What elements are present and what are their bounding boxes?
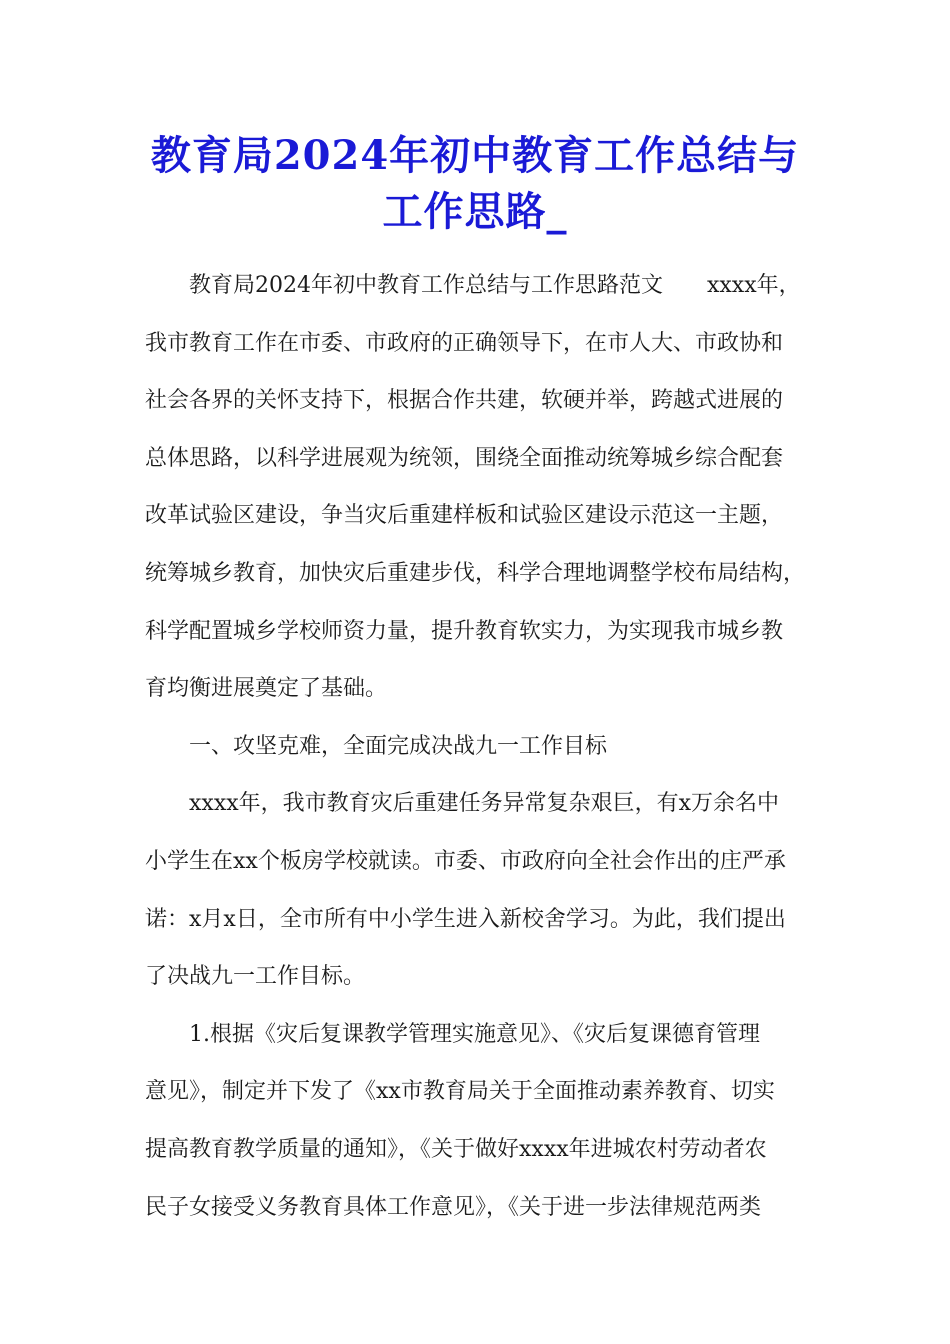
body-line: 我市教育工作在市委、市政府的正确领导下，在市人大、市政协和 (145, 330, 784, 356)
body-line: xxxx年，我市教育灾后重建任务异常复杂艰巨，有x万余名中 (189, 791, 780, 817)
body-line: 民子女接受义务教育具体工作意见》，《关于进一步法律规范两类 (145, 1194, 762, 1220)
body-line: 诺：x月x日，全市所有中小学生进入新校舍学习。为此，我们提出 (145, 906, 786, 932)
body-line: 育均衡进展奠定了基础。 (145, 676, 388, 702)
body-line: 统筹城乡教育，加快灾后重建步伐，科学合理地调整学校布局结构， (145, 560, 806, 586)
body-line: 1.根据《灾后复课教学管理实施意见》、《灾后复课德育管理 (189, 1021, 760, 1047)
body-line: 小学生在xx个板房学校就读。市委、市政府向全社会作出的庄严承 (145, 848, 786, 874)
title-line-1: 教育局2024年初中教育工作总结与 (150, 132, 800, 179)
body-line: 社会各界的关怀支持下，根据合作共建，软硬并举，跨越式进展的 (145, 388, 784, 414)
body-line: 科学配置城乡学校师资力量，提升教育软实力，为实现我市城乡教 (145, 618, 784, 644)
body-line: 提高教育教学质量的通知》，《关于做好xxxx年进城农村劳动者农 (145, 1136, 767, 1162)
section-heading: 一、攻坚克难，全面完成决战九一工作目标 (189, 733, 608, 759)
document-body (145, 257, 825, 1236)
document-title (100, 128, 850, 240)
body-line: 教育局2024年初中教育工作总结与工作思路范文 xxxx年， (189, 273, 801, 298)
title-line-2: 工作思路_ (382, 188, 568, 235)
body-line: 改革试验区建设，争当灾后重建样板和试验区建设示范这一主题， (145, 503, 784, 529)
body-line: 总体思路，以科学进展观为统领，围绕全面推动统筹城乡综合配套 (145, 445, 784, 471)
body-line: 意见》，制定并下发了《xx市教育局关于全面推动素养教育、切实 (145, 1079, 775, 1105)
body-line: 了决战九一工作目标。 (145, 964, 366, 990)
